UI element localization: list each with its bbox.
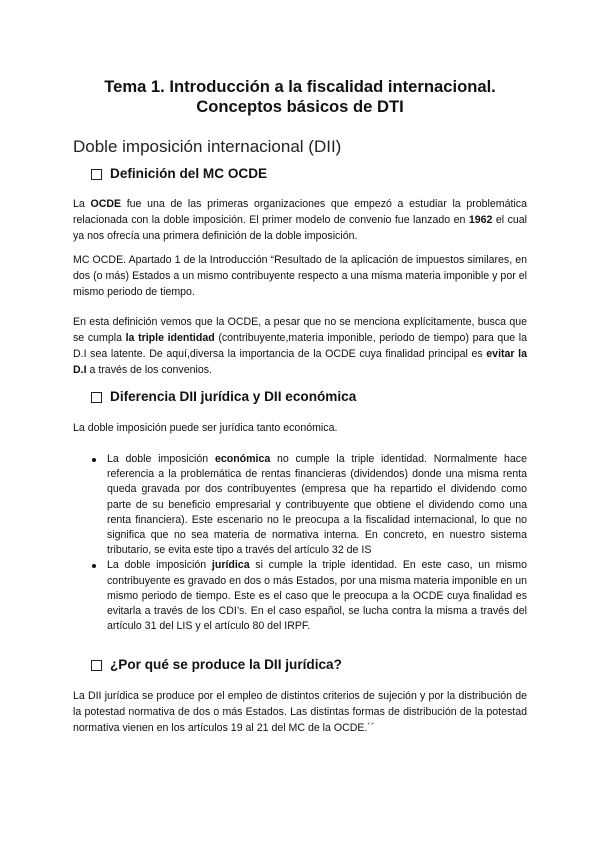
bold-text: OCDE <box>90 198 122 210</box>
text-run: En esta definición vemos que la OCDE, a pesar que no se menciona explícitamente, busca que se cumpla <box>73 316 527 344</box>
text-run: el cual ya nos ofrecía una primera definición de la doble imposición. <box>73 214 527 242</box>
text-run: a través de los convenios. <box>86 364 212 376</box>
subheading-definicion <box>91 165 267 183</box>
title-line-1: Tema 1. Introducción a la fiscalidad internacional. <box>104 77 496 96</box>
text-run: fue una de las primeras organizaciones que empezó a estudiar la problemática relacionada con la doble imposición. El primer modelo de convenio fue lanzado en <box>73 198 527 226</box>
page-title <box>60 77 540 117</box>
paragraph-dii-juridica: La DII jurídica se produce por el empleo de distintos criterios de sujeción y por la distribución de la potestad normativa de dos o más Estados. Las distintas formas de distribución de la potestad normativa vienen en los artículos 19 al 21 del MC de la OCDE.´´ <box>73 690 527 734</box>
text-run: (contribuyente,materia imponible, periodo de tiempo) para que la D.I sea latente. De aquí,diversa la importancia de la OCDE cuya finalidad principal es <box>73 332 527 360</box>
paragraph-mc-ocde: MC OCDE. Apartado 1 de la Introducción “Resultado de la aplicación de impuestos similares, en dos (o más) Estados a un mismo contribuyente respecto a una misma materia imponible y por el mismo periodo de tiempo. <box>73 254 527 298</box>
checkbox-icon <box>91 169 102 180</box>
list-item <box>90 452 527 558</box>
subheading-diferencia <box>91 388 356 406</box>
bullet-icon <box>92 458 96 462</box>
bold-text: económica <box>214 453 271 465</box>
text-run: La doble imposición <box>107 559 212 572</box>
paragraph-triple-identidad <box>73 314 527 378</box>
bold-text: evitar la D.I <box>73 348 527 376</box>
paragraph-intro-doble: La doble imposición puede ser jurídica tanto económica. <box>73 422 338 434</box>
section-heading: Doble imposición internacional (DII) <box>73 137 342 156</box>
bold-text: la triple identidad <box>125 332 215 344</box>
checkbox-icon <box>91 660 102 671</box>
subheading-label: Definición del MC OCDE <box>110 166 268 181</box>
paragraph-ocde-intro <box>73 196 527 244</box>
bold-text: 1962 <box>468 214 493 226</box>
list-item <box>90 558 527 634</box>
text-run: La doble imposición <box>107 453 215 465</box>
subheading-label: Diferencia DII jurídica y DII económica <box>110 389 357 404</box>
bullet-list <box>90 452 527 634</box>
bullet-icon <box>92 564 96 568</box>
subheading-label: ¿Por qué se produce la DII jurídica? <box>110 657 342 672</box>
text-run: La <box>73 198 91 210</box>
text-run: no cumple la triple identidad. Normalmente hace referencia a la problemática de rentas financieras (dividendos) donde una misma renta queda gravada por dos contribuyentes (empresa que ha repartido el dividendo como parte de su beneficio empresarial y contribuyente que obtiene el dividendo como una renta financiera). Este escenario no le preocupa a la fiscalidad internacional, lo que no significa que no sea materia de normativa interna. En concreto, en nuestro sistema tributario, se evita este tipo a través del artículo 32 de IS <box>107 453 527 557</box>
subheading-por-que <box>91 656 342 674</box>
checkbox-icon <box>91 392 102 403</box>
bold-text: jurídica <box>211 559 250 572</box>
title-line-2: Conceptos básicos de DTI <box>196 97 404 116</box>
text-run: si cumple la triple identidad. En este caso, un mismo contribuyente es gravado en dos o más Estados, por una misma materia imponible en un mismo periodo de tiempo. Este es el caso que le preocupa a la OCDE cuya finalidad es evitarla a través de los CDI’s. En el caso español, se lucha contra la misma a través del artículo 31 del LIS y el artículo 80 del IRPF. <box>107 559 527 633</box>
